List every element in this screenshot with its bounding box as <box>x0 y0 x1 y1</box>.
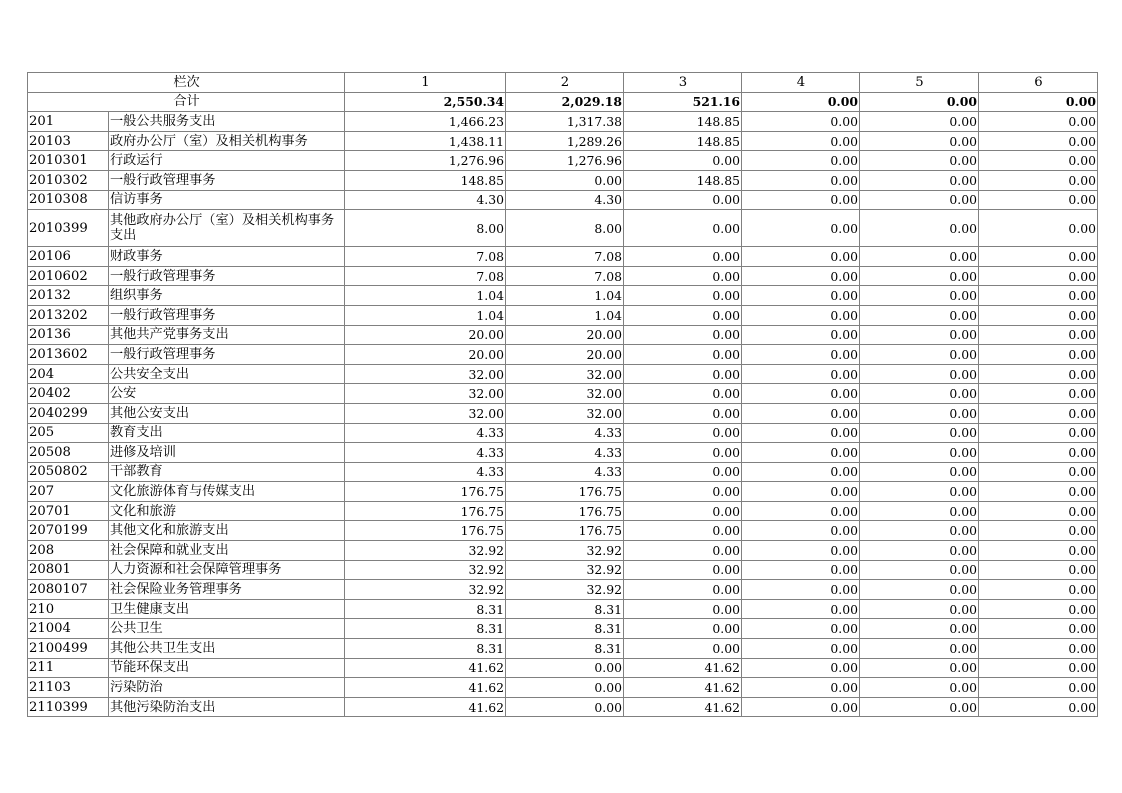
value-cell: 4.30 <box>506 190 624 210</box>
value-cell: 1.04 <box>345 305 506 325</box>
header-col-cell: 1 <box>345 73 506 93</box>
name-cell: 一般行政管理事务 <box>109 266 345 286</box>
code-cell: 2010602 <box>28 266 109 286</box>
name-cell: 其他文化和旅游支出 <box>109 521 345 541</box>
total-value-cell: 521.16 <box>624 92 742 112</box>
value-cell: 0.00 <box>624 599 742 619</box>
value-cell: 148.85 <box>624 131 742 151</box>
value-cell: 0.00 <box>979 112 1098 132</box>
value-cell: 0.00 <box>979 384 1098 404</box>
code-cell: 2100499 <box>28 639 109 659</box>
name-cell: 卫生健康支出 <box>109 599 345 619</box>
value-cell: 41.62 <box>624 678 742 698</box>
budget-table <box>27 72 1098 717</box>
value-cell: 1,289.26 <box>506 131 624 151</box>
value-cell: 176.75 <box>345 501 506 521</box>
value-cell: 0.00 <box>860 286 979 306</box>
table-row <box>28 364 1098 384</box>
value-cell: 0.00 <box>860 112 979 132</box>
header-col-cell: 6 <box>979 73 1098 93</box>
value-cell: 0.00 <box>742 697 860 717</box>
code-cell: 2010302 <box>28 170 109 190</box>
total-row <box>28 92 1098 112</box>
code-cell: 2013202 <box>28 305 109 325</box>
value-cell: 0.00 <box>979 364 1098 384</box>
value-cell: 0.00 <box>979 462 1098 482</box>
value-cell: 4.33 <box>506 423 624 443</box>
name-cell: 公共安全支出 <box>109 364 345 384</box>
value-cell: 0.00 <box>860 697 979 717</box>
value-cell: 0.00 <box>860 170 979 190</box>
value-cell: 1.04 <box>506 286 624 306</box>
value-cell: 0.00 <box>979 560 1098 580</box>
value-cell: 1,276.96 <box>345 151 506 171</box>
value-cell: 32.00 <box>506 364 624 384</box>
value-cell: 0.00 <box>742 364 860 384</box>
table-row <box>28 403 1098 423</box>
code-cell: 2013602 <box>28 345 109 365</box>
value-cell: 0.00 <box>860 131 979 151</box>
value-cell: 0.00 <box>979 501 1098 521</box>
code-cell: 20103 <box>28 131 109 151</box>
table-row <box>28 443 1098 463</box>
name-cell: 其他公共卫生支出 <box>109 639 345 659</box>
name-cell: 一般行政管理事务 <box>109 345 345 365</box>
code-cell: 21004 <box>28 619 109 639</box>
value-cell: 1,438.11 <box>345 131 506 151</box>
table-row <box>28 286 1098 306</box>
value-cell: 8.31 <box>345 639 506 659</box>
value-cell: 41.62 <box>624 658 742 678</box>
code-cell: 2010399 <box>28 210 109 247</box>
value-cell: 0.00 <box>979 658 1098 678</box>
value-cell: 0.00 <box>506 658 624 678</box>
value-cell: 0.00 <box>860 325 979 345</box>
value-cell: 0.00 <box>979 345 1098 365</box>
value-cell: 41.62 <box>345 658 506 678</box>
value-cell: 0.00 <box>742 443 860 463</box>
value-cell: 0.00 <box>979 599 1098 619</box>
value-cell: 8.31 <box>345 619 506 639</box>
value-cell: 20.00 <box>506 345 624 365</box>
table-row <box>28 697 1098 717</box>
value-cell: 0.00 <box>979 210 1098 247</box>
value-cell: 0.00 <box>742 580 860 600</box>
table-row <box>28 678 1098 698</box>
value-cell: 0.00 <box>742 286 860 306</box>
table-row <box>28 501 1098 521</box>
value-cell: 0.00 <box>624 639 742 659</box>
value-cell: 0.00 <box>624 151 742 171</box>
code-cell: 2050802 <box>28 462 109 482</box>
code-cell: 20136 <box>28 325 109 345</box>
value-cell: 0.00 <box>860 403 979 423</box>
value-cell: 32.92 <box>506 560 624 580</box>
value-cell: 1,276.96 <box>506 151 624 171</box>
value-cell: 7.08 <box>345 247 506 267</box>
header-col-cell: 5 <box>860 73 979 93</box>
value-cell: 0.00 <box>860 443 979 463</box>
value-cell: 8.31 <box>506 599 624 619</box>
value-cell: 0.00 <box>860 482 979 502</box>
value-cell: 0.00 <box>860 462 979 482</box>
value-cell: 0.00 <box>742 190 860 210</box>
value-cell: 0.00 <box>979 580 1098 600</box>
value-cell: 0.00 <box>860 305 979 325</box>
value-cell: 32.00 <box>345 403 506 423</box>
table-row <box>28 266 1098 286</box>
name-cell: 信访事务 <box>109 190 345 210</box>
total-value-cell: 0.00 <box>979 92 1098 112</box>
table-row <box>28 599 1098 619</box>
name-cell: 其他公安支出 <box>109 403 345 423</box>
code-cell: 204 <box>28 364 109 384</box>
table-row <box>28 190 1098 210</box>
code-cell: 20508 <box>28 443 109 463</box>
value-cell: 0.00 <box>860 266 979 286</box>
value-cell: 0.00 <box>624 443 742 463</box>
value-cell: 1,317.38 <box>506 112 624 132</box>
value-cell: 4.30 <box>345 190 506 210</box>
name-cell: 干部教育 <box>109 462 345 482</box>
value-cell: 0.00 <box>860 521 979 541</box>
value-cell: 0.00 <box>624 580 742 600</box>
total-label-cell: 合计 <box>28 92 345 112</box>
value-cell: 41.62 <box>345 678 506 698</box>
value-cell: 0.00 <box>742 345 860 365</box>
value-cell: 0.00 <box>624 247 742 267</box>
name-cell: 进修及培训 <box>109 443 345 463</box>
code-cell: 211 <box>28 658 109 678</box>
value-cell: 8.31 <box>506 619 624 639</box>
name-cell: 政府办公厅（室）及相关机构事务 <box>109 131 345 151</box>
value-cell: 4.33 <box>345 423 506 443</box>
value-cell: 20.00 <box>345 325 506 345</box>
table-row <box>28 151 1098 171</box>
code-cell: 2040299 <box>28 403 109 423</box>
value-cell: 0.00 <box>624 619 742 639</box>
name-cell: 其他政府办公厅（室）及相关机构事务支出 <box>109 210 345 247</box>
value-cell: 0.00 <box>860 619 979 639</box>
value-cell: 4.33 <box>506 462 624 482</box>
value-cell: 0.00 <box>742 170 860 190</box>
value-cell: 0.00 <box>860 384 979 404</box>
table-row <box>28 580 1098 600</box>
table-row <box>28 521 1098 541</box>
value-cell: 32.00 <box>506 403 624 423</box>
value-cell: 8.31 <box>345 599 506 619</box>
value-cell: 1,466.23 <box>345 112 506 132</box>
value-cell: 41.62 <box>624 697 742 717</box>
table-row <box>28 462 1098 482</box>
value-cell: 0.00 <box>860 210 979 247</box>
value-cell: 7.08 <box>345 266 506 286</box>
value-cell: 0.00 <box>742 541 860 561</box>
value-cell: 0.00 <box>742 151 860 171</box>
name-cell: 其他共产党事务支出 <box>109 325 345 345</box>
value-cell: 0.00 <box>624 462 742 482</box>
value-cell: 0.00 <box>624 210 742 247</box>
value-cell: 0.00 <box>979 170 1098 190</box>
value-cell: 0.00 <box>860 247 979 267</box>
code-cell: 20801 <box>28 560 109 580</box>
header-row <box>28 73 1098 93</box>
value-cell: 148.85 <box>624 170 742 190</box>
table-row <box>28 305 1098 325</box>
value-cell: 0.00 <box>979 678 1098 698</box>
total-value-cell: 0.00 <box>860 92 979 112</box>
name-cell: 文化旅游体育与传媒支出 <box>109 482 345 502</box>
value-cell: 0.00 <box>979 247 1098 267</box>
name-cell: 公安 <box>109 384 345 404</box>
value-cell: 1.04 <box>345 286 506 306</box>
table-row <box>28 210 1098 247</box>
value-cell: 0.00 <box>742 403 860 423</box>
name-cell: 其他污染防治支出 <box>109 697 345 717</box>
name-cell: 一般行政管理事务 <box>109 170 345 190</box>
value-cell: 0.00 <box>860 639 979 659</box>
value-cell: 0.00 <box>742 131 860 151</box>
value-cell: 0.00 <box>742 658 860 678</box>
value-cell: 0.00 <box>624 190 742 210</box>
value-cell: 4.33 <box>506 443 624 463</box>
value-cell: 0.00 <box>624 501 742 521</box>
value-cell: 0.00 <box>624 482 742 502</box>
value-cell: 0.00 <box>979 190 1098 210</box>
value-cell: 0.00 <box>860 541 979 561</box>
code-cell: 20402 <box>28 384 109 404</box>
value-cell: 0.00 <box>860 560 979 580</box>
value-cell: 32.92 <box>506 541 624 561</box>
value-cell: 0.00 <box>979 305 1098 325</box>
value-cell: 0.00 <box>624 521 742 541</box>
value-cell: 0.00 <box>979 131 1098 151</box>
name-cell: 社会保险业务管理事务 <box>109 580 345 600</box>
name-cell: 组织事务 <box>109 286 345 306</box>
value-cell: 0.00 <box>742 384 860 404</box>
value-cell: 0.00 <box>860 501 979 521</box>
name-cell: 节能环保支出 <box>109 658 345 678</box>
value-cell: 41.62 <box>345 697 506 717</box>
value-cell: 0.00 <box>742 678 860 698</box>
value-cell: 0.00 <box>742 501 860 521</box>
code-cell: 20701 <box>28 501 109 521</box>
value-cell: 0.00 <box>860 658 979 678</box>
value-cell: 0.00 <box>742 482 860 502</box>
header-col-cell: 3 <box>624 73 742 93</box>
total-value-cell: 2,029.18 <box>506 92 624 112</box>
table-row <box>28 131 1098 151</box>
value-cell: 8.00 <box>345 210 506 247</box>
header-label-cell: 栏次 <box>28 73 345 93</box>
value-cell: 20.00 <box>506 325 624 345</box>
value-cell: 0.00 <box>979 482 1098 502</box>
value-cell: 0.00 <box>742 521 860 541</box>
value-cell: 0.00 <box>624 560 742 580</box>
value-cell: 0.00 <box>979 403 1098 423</box>
value-cell: 0.00 <box>979 266 1098 286</box>
value-cell: 4.33 <box>345 443 506 463</box>
value-cell: 176.75 <box>506 521 624 541</box>
header-col-cell: 4 <box>742 73 860 93</box>
value-cell: 0.00 <box>860 190 979 210</box>
value-cell: 32.92 <box>345 580 506 600</box>
value-cell: 0.00 <box>979 541 1098 561</box>
code-cell: 207 <box>28 482 109 502</box>
value-cell: 176.75 <box>506 501 624 521</box>
value-cell: 0.00 <box>860 151 979 171</box>
value-cell: 0.00 <box>506 678 624 698</box>
name-cell: 一般行政管理事务 <box>109 305 345 325</box>
table-row <box>28 247 1098 267</box>
value-cell: 8.00 <box>506 210 624 247</box>
name-cell: 行政运行 <box>109 151 345 171</box>
code-cell: 2080107 <box>28 580 109 600</box>
table-row <box>28 423 1098 443</box>
value-cell: 0.00 <box>624 305 742 325</box>
value-cell: 0.00 <box>624 384 742 404</box>
code-cell: 2070199 <box>28 521 109 541</box>
code-cell: 210 <box>28 599 109 619</box>
value-cell: 32.00 <box>506 384 624 404</box>
value-cell: 0.00 <box>624 266 742 286</box>
value-cell: 32.00 <box>345 364 506 384</box>
value-cell: 0.00 <box>742 305 860 325</box>
value-cell: 7.08 <box>506 266 624 286</box>
name-cell: 社会保障和就业支出 <box>109 541 345 561</box>
value-cell: 176.75 <box>506 482 624 502</box>
value-cell: 0.00 <box>860 580 979 600</box>
value-cell: 32.92 <box>345 541 506 561</box>
table-row <box>28 482 1098 502</box>
value-cell: 0.00 <box>979 286 1098 306</box>
value-cell: 32.92 <box>506 580 624 600</box>
value-cell: 0.00 <box>742 112 860 132</box>
value-cell: 0.00 <box>979 639 1098 659</box>
value-cell: 0.00 <box>742 560 860 580</box>
value-cell: 0.00 <box>979 521 1098 541</box>
value-cell: 176.75 <box>345 521 506 541</box>
value-cell: 0.00 <box>624 325 742 345</box>
table-row <box>28 112 1098 132</box>
value-cell: 0.00 <box>979 325 1098 345</box>
value-cell: 0.00 <box>624 423 742 443</box>
value-cell: 0.00 <box>742 325 860 345</box>
value-cell: 148.85 <box>345 170 506 190</box>
value-cell: 176.75 <box>345 482 506 502</box>
value-cell: 8.31 <box>506 639 624 659</box>
code-cell: 21103 <box>28 678 109 698</box>
code-cell: 2110399 <box>28 697 109 717</box>
value-cell: 0.00 <box>742 619 860 639</box>
value-cell: 0.00 <box>979 619 1098 639</box>
table-row <box>28 384 1098 404</box>
table-row <box>28 560 1098 580</box>
value-cell: 0.00 <box>860 345 979 365</box>
value-cell: 0.00 <box>624 403 742 423</box>
value-cell: 4.33 <box>345 462 506 482</box>
code-cell: 205 <box>28 423 109 443</box>
code-cell: 20132 <box>28 286 109 306</box>
value-cell: 0.00 <box>979 151 1098 171</box>
name-cell: 财政事务 <box>109 247 345 267</box>
name-cell: 文化和旅游 <box>109 501 345 521</box>
value-cell: 0.00 <box>860 599 979 619</box>
value-cell: 0.00 <box>979 697 1098 717</box>
value-cell: 0.00 <box>742 266 860 286</box>
value-cell: 0.00 <box>860 423 979 443</box>
table-row <box>28 541 1098 561</box>
name-cell: 一般公共服务支出 <box>109 112 345 132</box>
code-cell: 208 <box>28 541 109 561</box>
value-cell: 0.00 <box>742 462 860 482</box>
value-cell: 0.00 <box>624 286 742 306</box>
value-cell: 0.00 <box>742 210 860 247</box>
value-cell: 0.00 <box>624 364 742 384</box>
value-cell: 0.00 <box>624 345 742 365</box>
table-row <box>28 639 1098 659</box>
code-cell: 20106 <box>28 247 109 267</box>
table-row <box>28 325 1098 345</box>
value-cell: 0.00 <box>860 678 979 698</box>
value-cell: 1.04 <box>506 305 624 325</box>
name-cell: 污染防治 <box>109 678 345 698</box>
value-cell: 7.08 <box>506 247 624 267</box>
value-cell: 0.00 <box>506 170 624 190</box>
value-cell: 0.00 <box>506 697 624 717</box>
table-row <box>28 619 1098 639</box>
code-cell: 201 <box>28 112 109 132</box>
value-cell: 0.00 <box>624 541 742 561</box>
value-cell: 0.00 <box>742 423 860 443</box>
name-cell: 教育支出 <box>109 423 345 443</box>
header-col-cell: 2 <box>506 73 624 93</box>
total-value-cell: 2,550.34 <box>345 92 506 112</box>
name-cell: 人力资源和社会保障管理事务 <box>109 560 345 580</box>
value-cell: 0.00 <box>860 364 979 384</box>
total-value-cell: 0.00 <box>742 92 860 112</box>
value-cell: 0.00 <box>979 423 1098 443</box>
table-row <box>28 170 1098 190</box>
value-cell: 0.00 <box>742 599 860 619</box>
value-cell: 20.00 <box>345 345 506 365</box>
value-cell: 32.92 <box>345 560 506 580</box>
table-row <box>28 658 1098 678</box>
name-cell: 公共卫生 <box>109 619 345 639</box>
value-cell: 0.00 <box>742 639 860 659</box>
table-row <box>28 345 1098 365</box>
value-cell: 0.00 <box>742 247 860 267</box>
code-cell: 2010301 <box>28 151 109 171</box>
code-cell: 2010308 <box>28 190 109 210</box>
value-cell: 0.00 <box>979 443 1098 463</box>
value-cell: 32.00 <box>345 384 506 404</box>
value-cell: 148.85 <box>624 112 742 132</box>
